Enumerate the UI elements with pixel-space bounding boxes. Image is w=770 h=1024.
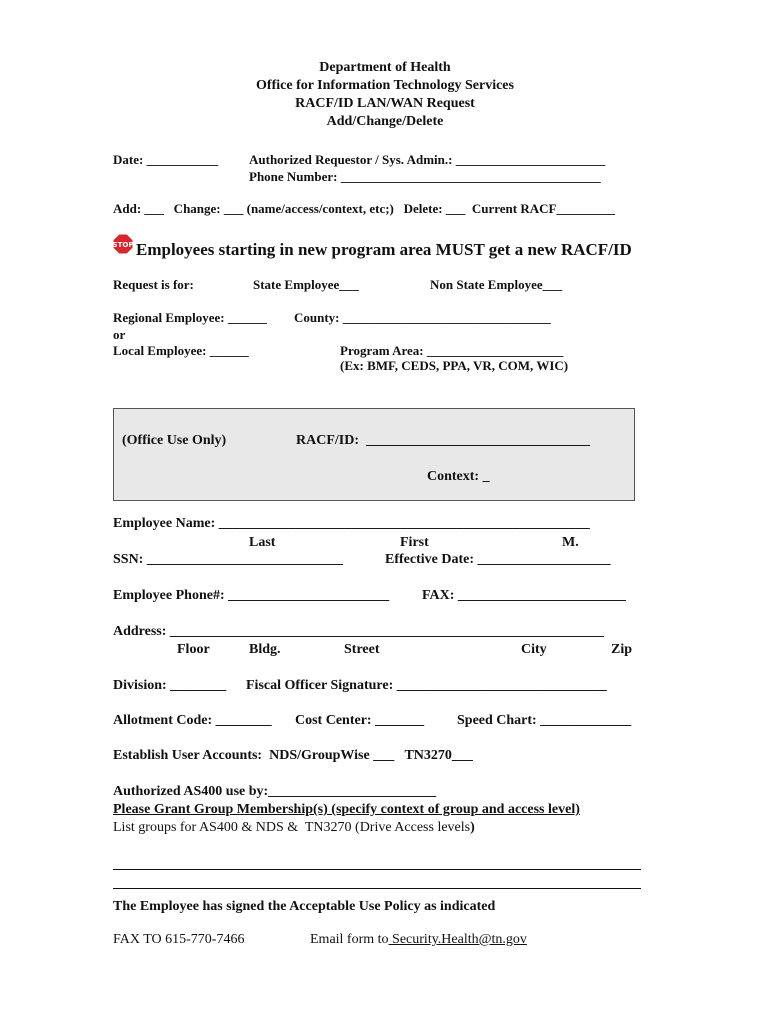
non-state-employee-field[interactable]: Non State Employee___	[430, 277, 563, 292]
or-label: or	[113, 327, 126, 342]
employee-phone-field[interactable]: Employee Phone#: _______________________	[113, 588, 390, 603]
local-employee-field[interactable]: Local Employee: ______	[113, 343, 249, 358]
header-department: Department of Health	[319, 60, 451, 75]
floor-caption: Floor	[177, 642, 210, 657]
svg-text:STOP: STOP	[112, 241, 134, 249]
last-name-caption: Last	[249, 535, 276, 550]
list-groups-instruction: List groups for AS400 & NDS & TN3270 (Drive Access levels)	[113, 820, 475, 835]
groups-entry-line-1[interactable]	[113, 869, 641, 870]
action-type-row[interactable]: Add: ___ Change: ___ (name/access/context, etc;) Delete: ___ Current RACF_________	[113, 201, 615, 216]
email-label: Email form to	[310, 932, 389, 947]
address-field[interactable]: Address: ______________________________________________________________	[113, 624, 604, 639]
phone-number-field[interactable]: Phone Number: ________________________________________	[249, 169, 601, 184]
employee-name-field[interactable]: Employee Name: _____________________________________________________	[113, 516, 590, 531]
fax-to-text: FAX TO 615-770-7466	[113, 932, 245, 947]
city-caption: City	[521, 642, 547, 657]
first-name-caption: First	[400, 535, 429, 550]
new-racf-notice: Employees starting in new program area MUST get a new RACF/ID	[136, 240, 632, 259]
middle-initial-caption: M.	[562, 535, 579, 550]
context-field[interactable]: Context: _	[427, 469, 490, 484]
header-form-title: RACF/ID LAN/WAN Request	[295, 96, 475, 111]
stop-sign-icon	[112, 233, 134, 255]
email-link[interactable]: Security.Health@tn.gov	[388, 932, 527, 947]
groups-entry-line-2[interactable]	[113, 888, 641, 889]
date-field[interactable]: Date: ___________	[113, 152, 219, 167]
ssn-field[interactable]: SSN: ____________________________	[113, 552, 343, 567]
header-subtitle: Add/Change/Delete	[326, 114, 444, 129]
allotment-code-field[interactable]: Allotment Code: ________	[113, 713, 272, 728]
as400-authorization-field[interactable]: Authorized AS400 use by:________________________	[113, 784, 437, 799]
acceptable-use-statement: The Employee has signed the Acceptable Use Policy as indicated	[113, 899, 496, 914]
request-for-label: Request is for:	[113, 277, 194, 292]
office-use-box	[113, 408, 635, 501]
header-office: Office for Information Technology Services	[256, 78, 514, 93]
state-employee-field[interactable]: State Employee___	[253, 277, 359, 292]
establish-accounts-field[interactable]: Establish User Accounts: NDS/GroupWise ___ TN3270___	[113, 748, 473, 763]
division-field[interactable]: Division: ________	[113, 678, 227, 693]
fiscal-officer-signature-field[interactable]: Fiscal Officer Signature: ______________________________	[246, 678, 607, 693]
county-field[interactable]: County: ________________________________	[294, 310, 551, 325]
group-membership-heading: Please Grant Group Membership(s) (specify context of group and access level)	[113, 802, 580, 817]
fax-field[interactable]: FAX: ________________________	[422, 588, 626, 603]
cost-center-field[interactable]: Cost Center: _______	[295, 713, 425, 728]
zip-caption: Zip	[611, 642, 633, 657]
regional-employee-field[interactable]: Regional Employee: ______	[113, 310, 267, 325]
email-form-text	[310, 932, 527, 948]
speed-chart-field[interactable]: Speed Chart: _____________	[457, 713, 632, 728]
bldg-caption: Bldg.	[249, 642, 281, 657]
program-area-field[interactable]: Program Area: _____________________	[340, 343, 564, 358]
street-caption: Street	[344, 642, 380, 657]
program-area-examples: (Ex: BMF, CEDS, PPA, VR, COM, WIC)	[340, 358, 569, 373]
requestor-field[interactable]: Authorized Requestor / Sys. Admin.: _______________________	[249, 152, 606, 167]
office-use-label: (Office Use Only)	[122, 433, 227, 448]
racf-id-field[interactable]: RACF/ID: ________________________________	[296, 433, 590, 448]
effective-date-field[interactable]: Effective Date: ___________________	[385, 552, 611, 567]
